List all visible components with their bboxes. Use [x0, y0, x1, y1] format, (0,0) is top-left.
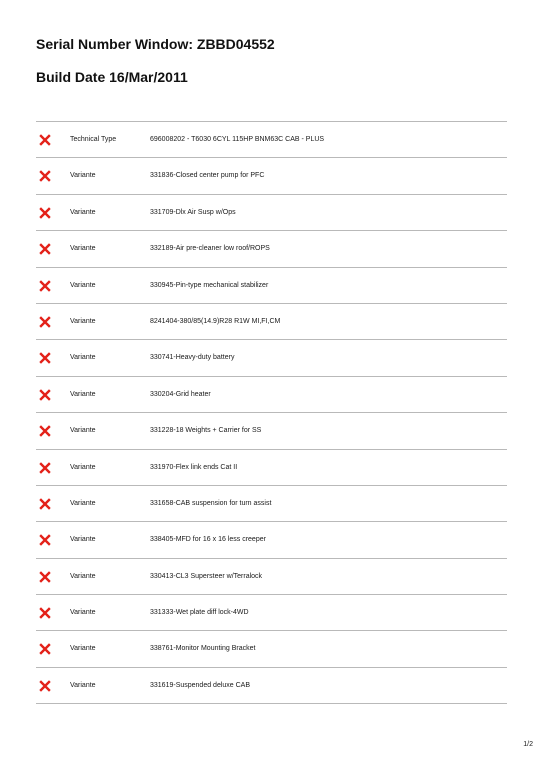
row-description: 330741-Heavy-duty battery: [150, 354, 235, 362]
row-type: Variante: [70, 572, 96, 580]
row-type: Variante: [70, 208, 96, 216]
row-description: 331709-Dlx Air Susp w/Ops: [150, 208, 236, 216]
table-row: [36, 413, 507, 449]
page-number: 1/2: [523, 741, 533, 748]
row-description: 331619-Suspended deluxe CAB: [150, 681, 251, 689]
row-type: Variante: [70, 645, 96, 653]
row-description: 696008202 - T6030 6CYL 115HP BNM63C CAB - PLUS: [150, 136, 325, 143]
row-type: Variante: [70, 681, 96, 689]
row-description: 331970-Flex link ends Cat II: [150, 463, 238, 471]
table-row: [36, 522, 507, 558]
row-description: 331658-CAB suspension for turn assist: [150, 499, 272, 507]
table-row: [36, 377, 507, 413]
table-row: [36, 450, 507, 486]
table-row: [36, 559, 507, 595]
table-row: [36, 158, 507, 194]
x-icon: [39, 462, 51, 474]
row-description: 330945-Pin-type mechanical stabilizer: [150, 281, 269, 289]
x-icon: [39, 170, 51, 182]
x-icon: [39, 352, 51, 364]
row-type: Variante: [70, 499, 96, 507]
row-description: 331836-Closed center pump for PFC: [150, 172, 265, 180]
x-icon: [39, 134, 51, 146]
x-icon: [39, 425, 51, 437]
row-description: 338405-MFD for 16 x 16 less creeper: [150, 536, 266, 544]
table-row: [36, 595, 507, 631]
row-type: Variante: [70, 245, 96, 253]
x-icon: [39, 207, 51, 219]
x-icon: [39, 607, 51, 619]
row-description: 330204-Grid heater: [150, 390, 211, 398]
row-description: 330413-CL3 Supersteer w/Terralock: [150, 572, 263, 580]
row-description: 332189-Air pre-cleaner low roof/ROPS: [150, 245, 270, 253]
table-row: [36, 668, 507, 704]
x-icon: [39, 280, 51, 292]
table-row: [36, 304, 507, 340]
row-type: Variante: [70, 427, 96, 435]
table-row: [36, 631, 507, 667]
table-row: [36, 195, 507, 231]
row-type: Variante: [70, 172, 96, 180]
options-table: [36, 121, 507, 704]
row-type: Variante: [70, 463, 96, 471]
x-icon: [39, 243, 51, 255]
x-icon: [39, 534, 51, 546]
x-icon: [39, 680, 51, 692]
row-type: Variante: [70, 390, 96, 398]
table-row: [36, 340, 507, 376]
row-description: 331333-Wet plate diff lock-4WD: [150, 609, 249, 617]
row-type: Variante: [70, 281, 96, 289]
row-description: 338761-Monitor Mounting Bracket: [150, 645, 256, 653]
row-type: Variante: [70, 609, 96, 617]
x-icon: [39, 389, 51, 401]
x-icon: [39, 316, 51, 328]
row-type: Technical Type: [70, 136, 117, 143]
table-row: [36, 486, 507, 522]
table-row: [36, 231, 507, 267]
table-row: [36, 122, 507, 158]
row-type: Variante: [70, 354, 96, 362]
x-icon: [39, 643, 51, 655]
row-description: 8241404-380/85(14.9)R28 R1W MI,FI,CM: [150, 317, 281, 325]
row-description: 331228-18 Weights + Carrier for SS: [150, 427, 262, 435]
build-date-title: Build Date 16/Mar/2011: [36, 69, 188, 85]
x-icon: [39, 498, 51, 510]
row-type: Variante: [70, 536, 96, 544]
x-icon: [39, 571, 51, 583]
serial-number-title: Serial Number Window: ZBBD04552: [36, 36, 275, 52]
table-row: [36, 268, 507, 304]
row-type: Variante: [70, 317, 96, 325]
